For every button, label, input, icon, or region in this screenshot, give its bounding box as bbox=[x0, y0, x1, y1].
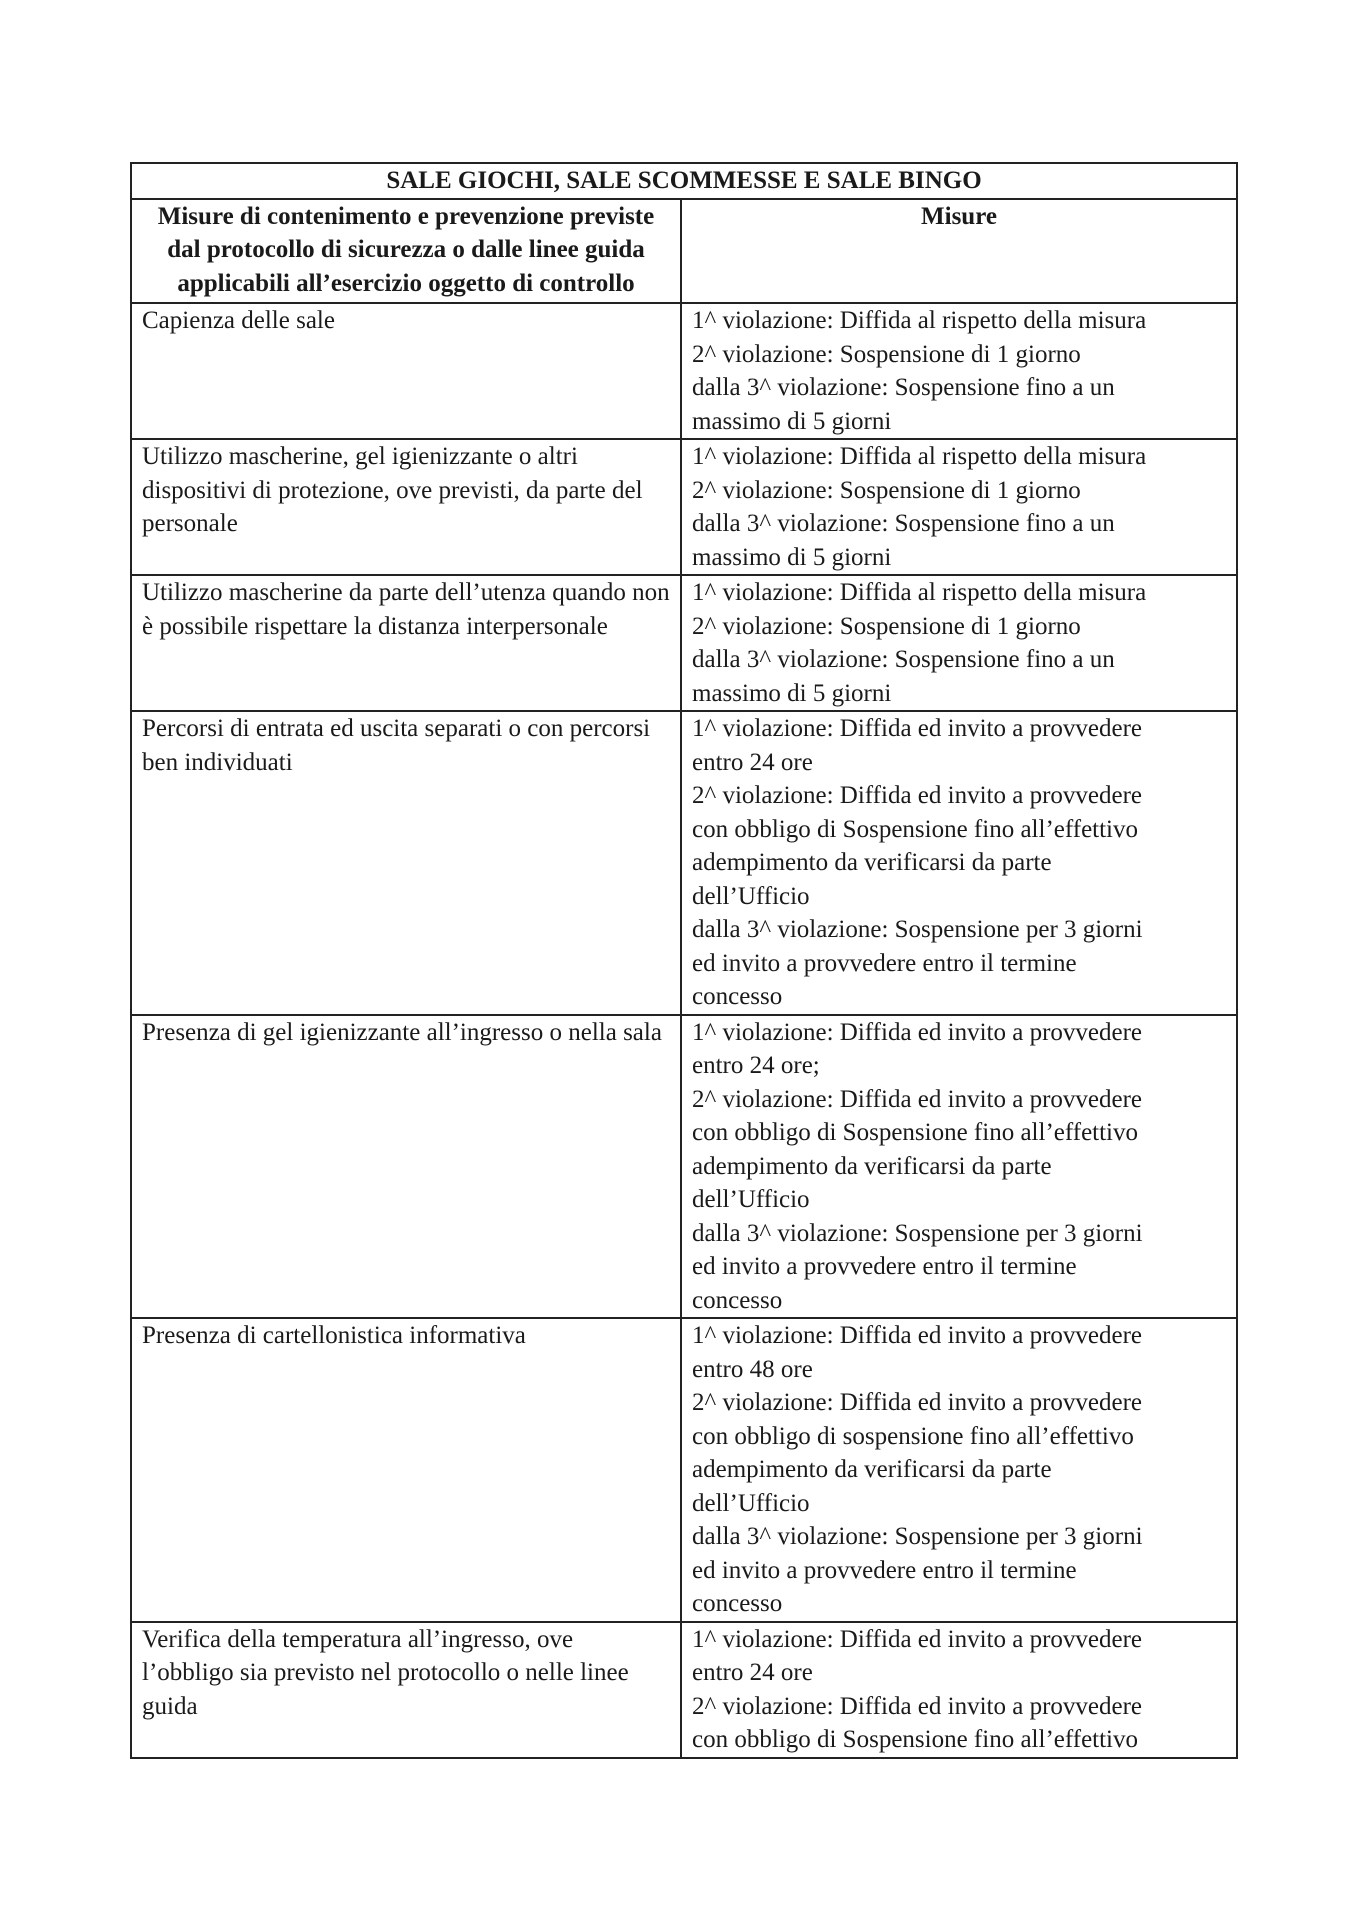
sanction-line: dalla 3^ violazione: Sospensione per 3 giorni bbox=[692, 1523, 1143, 1550]
sanction-line: entro 24 ore bbox=[692, 748, 813, 776]
table-body bbox=[131, 303, 1237, 1758]
sanction-line: 1^ violazione: Diffida al rispetto della misura bbox=[692, 307, 1147, 334]
table-row bbox=[131, 439, 1237, 575]
sanction-line: 1^ violazione: Diffida al rispetto della misura bbox=[692, 443, 1147, 470]
sanctions-cell bbox=[681, 439, 1237, 575]
sanction-line: dalla 3^ violazione: Sospensione per 3 giorni bbox=[692, 916, 1143, 943]
sanction-line: massimo di 5 giorni bbox=[692, 407, 892, 435]
sanction-line: 1^ violazione: Diffida ed invito a provvedere bbox=[692, 1625, 1143, 1653]
sanction-line: concesso bbox=[692, 1286, 783, 1314]
sanctions-cell bbox=[681, 1318, 1237, 1622]
sanction-line: concesso bbox=[692, 983, 783, 1010]
sanction-line: con obbligo di sospensione fino all’effettivo bbox=[692, 1422, 1134, 1450]
measures-table bbox=[130, 162, 1238, 1759]
sanction-line: adempimento da verificarsi da parte bbox=[692, 1456, 1052, 1483]
sanction-line: 2^ violazione: Sospensione di 1 giorno bbox=[692, 476, 1081, 504]
sanction-line: entro 24 ore bbox=[692, 1659, 813, 1686]
sanction-line: dalla 3^ violazione: Sospensione fino a un bbox=[692, 510, 1115, 537]
sanction-line: dell’Ufficio bbox=[692, 1489, 810, 1517]
sanction-line: massimo di 5 giorni bbox=[692, 679, 892, 707]
sanction-line: dell’Ufficio bbox=[692, 882, 810, 910]
sanction-line: dalla 3^ violazione: Sospensione fino a un bbox=[692, 374, 1115, 401]
table-row bbox=[131, 303, 1237, 439]
table-row bbox=[131, 711, 1237, 1015]
measure-cell: Presenza di cartellonistica informativa bbox=[131, 1318, 681, 1622]
sanctions-cell bbox=[681, 1015, 1237, 1319]
sanction-line: ed invito a provvedere entro il termine bbox=[692, 1556, 1077, 1584]
sanctions-cell bbox=[681, 1622, 1237, 1758]
sanction-line: 2^ violazione: Diffida ed invito a provvedere bbox=[692, 1692, 1143, 1720]
measure-cell: Presenza di gel igienizzante all’ingresso o nella sala bbox=[131, 1015, 681, 1319]
sanctions-cell bbox=[681, 711, 1237, 1015]
sanction-line: dell’Ufficio bbox=[692, 1186, 810, 1213]
sanction-line: entro 48 ore bbox=[692, 1355, 813, 1383]
sanction-line: 1^ violazione: Diffida ed invito a provvedere bbox=[692, 1322, 1143, 1349]
sanctions-cell bbox=[681, 303, 1237, 439]
sanction-line: 2^ violazione: Diffida ed invito a provvedere bbox=[692, 1389, 1143, 1416]
sanction-line: con obbligo di Sospensione fino all’effettivo bbox=[692, 815, 1138, 843]
sanction-line: adempimento da verificarsi da parte bbox=[692, 849, 1052, 876]
sanction-line: massimo di 5 giorni bbox=[692, 543, 892, 571]
measure-cell: Utilizzo mascherine da parte dell’utenza quando non è possibile rispettare la distanza interpersonale bbox=[131, 575, 681, 711]
sanction-line: dalla 3^ violazione: Sospensione fino a un bbox=[692, 646, 1115, 673]
sanction-line: ed invito a provvedere entro il termine bbox=[692, 949, 1077, 977]
sanction-line: 1^ violazione: Diffida ed invito a provvedere bbox=[692, 715, 1143, 742]
sanction-line: ed invito a provvedere entro il termine bbox=[692, 1253, 1077, 1280]
table-header-row bbox=[131, 199, 1237, 304]
sanction-line: entro 24 ore; bbox=[692, 1052, 820, 1079]
sanction-line: adempimento da verificarsi da parte bbox=[692, 1152, 1052, 1180]
sanction-line: concesso bbox=[692, 1590, 783, 1617]
sanction-line: 2^ violazione: Sospensione di 1 giorno bbox=[692, 612, 1081, 640]
measure-cell: Verifica della temperatura all’ingresso, ove l’obbligo sia previsto nel protocollo o nelle linee guida bbox=[131, 1622, 681, 1758]
table-title-row bbox=[131, 163, 1237, 199]
header-right: Misure bbox=[681, 199, 1237, 304]
table-row bbox=[131, 1015, 1237, 1319]
sanction-line: 2^ violazione: Sospensione di 1 giorno bbox=[692, 340, 1081, 368]
sanction-line: 2^ violazione: Diffida ed invito a provvedere bbox=[692, 1085, 1143, 1113]
measure-cell: Percorsi di entrata ed uscita separati o con percorsi ben individuati bbox=[131, 711, 681, 1015]
sanction-line: 1^ violazione: Diffida al rispetto della misura bbox=[692, 579, 1147, 606]
measure-cell: Utilizzo mascherine, gel igienizzante o altri dispositivi di protezione, ove previsti, da parte del personale bbox=[131, 439, 681, 575]
sanction-line: con obbligo di Sospensione fino all’effettivo bbox=[692, 1726, 1138, 1753]
table-row bbox=[131, 1622, 1237, 1758]
sanction-line: con obbligo di Sospensione fino all’effettivo bbox=[692, 1119, 1138, 1146]
sanctions-cell bbox=[681, 575, 1237, 711]
header-left: Misure di contenimento e prevenzione previste dal protocollo di sicurezza o dalle linee guida applicabili all’esercizio oggetto di controllo bbox=[131, 199, 681, 304]
measure-cell: Capienza delle sale bbox=[131, 303, 681, 439]
table-row bbox=[131, 575, 1237, 711]
table-row bbox=[131, 1318, 1237, 1622]
sanction-line: dalla 3^ violazione: Sospensione per 3 giorni bbox=[692, 1219, 1143, 1247]
table-title: SALE GIOCHI, SALE SCOMMESSE E SALE BINGO bbox=[131, 163, 1237, 199]
sanction-line: 2^ violazione: Diffida ed invito a provvedere bbox=[692, 782, 1143, 809]
sanction-line: 1^ violazione: Diffida ed invito a provvedere bbox=[692, 1018, 1143, 1046]
